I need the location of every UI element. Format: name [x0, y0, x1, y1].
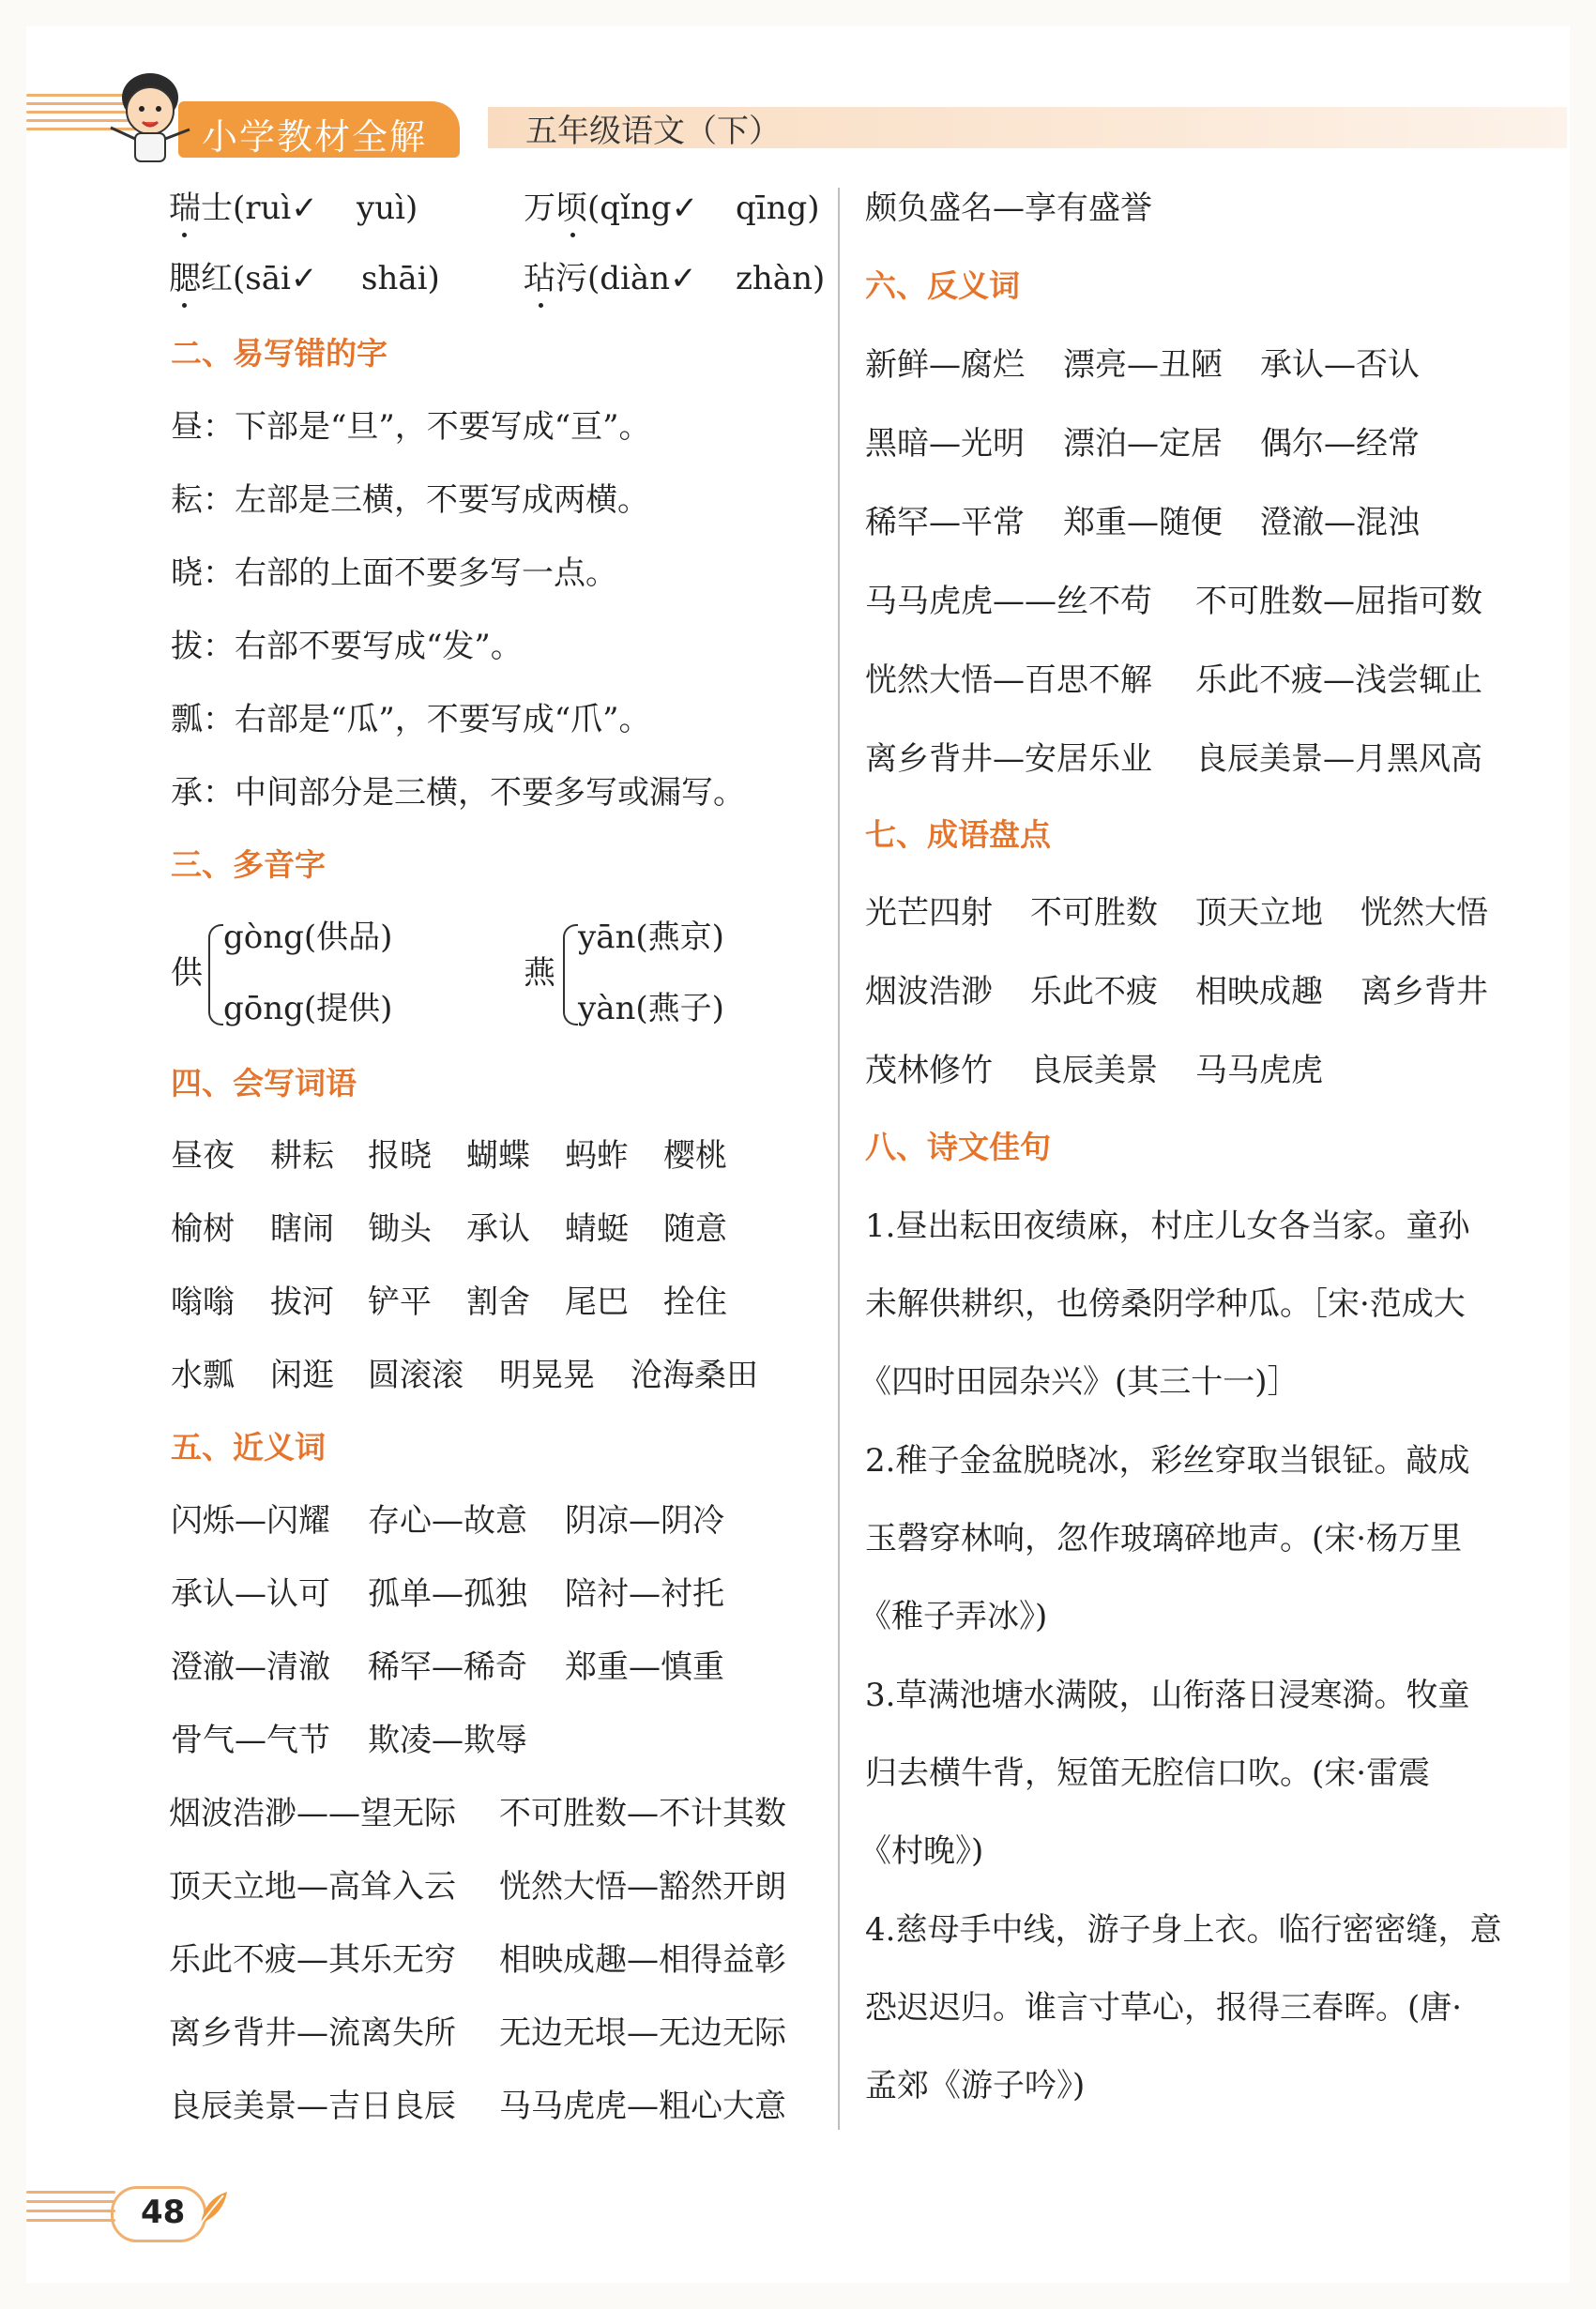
idiom: 光芒四射: [865, 894, 993, 932]
word: 明晃晃: [499, 1357, 595, 1394]
antonym-pair: 澄澈—混浊: [1260, 504, 1420, 541]
word: 蝴蝶: [466, 1137, 530, 1175]
word: 樱桃: [663, 1137, 727, 1175]
antonym-pair: 黑暗—光明: [865, 425, 1025, 463]
book-subtitle: 五年级语文（下）: [525, 113, 781, 150]
word: 锄头: [368, 1210, 432, 1248]
list-item: 耘：左部是三横，不要写成两横。: [171, 481, 649, 519]
emphasis-dot: [539, 303, 543, 308]
poem-line: 归去横牛背，短笛无腔信口吹。(宋·雷震: [865, 1755, 1431, 1792]
synonym-pair: 无边无垠—无边无际: [499, 2014, 786, 2052]
antonym-pair: 漂亮—丑陋: [1063, 346, 1223, 384]
antonym-pair: 漂泊—定居: [1063, 425, 1223, 463]
polyphone-reading: yàn(燕子): [578, 990, 724, 1027]
poem-line: 《村晚》): [859, 1832, 984, 1870]
poem-line: 2.稚子金盆脱晓冰，彩丝穿取当银钲。敲成: [865, 1442, 1470, 1480]
polyphone-char: 燕: [524, 954, 555, 992]
synonym-pair: 离乡背井—流离失所: [169, 2014, 456, 2052]
synonym-pair: 陪衬—衬托: [565, 1575, 724, 1613]
poem-line: 3.草满池塘水满陂，山衔落日浸寒漪。牧童: [865, 1677, 1470, 1714]
pinyin-option: qīng): [736, 190, 820, 227]
word: 瞎闹: [270, 1210, 334, 1248]
synonym-pair: 稀罕—稀奇: [368, 1648, 527, 1686]
antonym-pair: 恍然大悟—百思不解: [865, 661, 1152, 699]
poem-line: 孟郊《游子吟》): [865, 2067, 1086, 2104]
antonym-pair: 离乡背井—安居乐业: [865, 740, 1152, 778]
antonym-pair: 稀罕—平常: [865, 504, 1025, 541]
synonym-pair: 承认—认可: [171, 1575, 330, 1613]
idiom: 烟波浩渺: [865, 973, 993, 1010]
idiom: 茂林修竹: [865, 1052, 993, 1089]
poem-line: 1.昼出耘田夜绩麻，村庄儿女各当家。童孙: [865, 1208, 1470, 1245]
poem-line: 4.慈母手中线，游子身上衣。临行密密缝，意: [865, 1911, 1502, 1949]
list-item: 瓢：右部是“瓜”，不要写成“爪”。: [171, 701, 651, 738]
list-item: 拔：右部不要写成“发”。: [171, 628, 523, 665]
brace: [208, 924, 223, 1025]
section-title: 二、易写错的字: [171, 335, 388, 372]
pinyin-option: (sāi✓: [233, 260, 318, 297]
word: 承认: [466, 1210, 530, 1248]
footer-decor-lines: [26, 2191, 115, 2228]
word: 尾巴: [565, 1284, 629, 1321]
synonym-pair: 存心—故意: [368, 1502, 527, 1540]
idiom: 马马虎虎: [1195, 1052, 1323, 1089]
word: 闲逛: [270, 1357, 334, 1394]
pinyin-option: (qǐng✓: [587, 190, 699, 227]
antonym-pair: 马马虎虎——丝不苟: [865, 583, 1152, 620]
pinyin-option: zhàn): [736, 260, 826, 297]
idiom: 良辰美景: [1030, 1052, 1158, 1089]
synonym-pair: 澄澈—清澈: [171, 1648, 330, 1686]
page-number: 48: [141, 2194, 186, 2231]
word: 铲平: [368, 1284, 432, 1321]
emphasis-dot: [182, 303, 187, 308]
antonym-pair: 郑重—随便: [1063, 504, 1223, 541]
synonym-pair: 良辰美景—吉日良辰: [169, 2088, 456, 2125]
synonym-pair: 孤单—孤独: [368, 1575, 527, 1613]
idiom: 离乡背井: [1360, 973, 1488, 1010]
pinyin-option: yuì): [357, 190, 418, 227]
word: 随意: [663, 1210, 727, 1248]
synonym-pair: 恍然大悟—豁然开朗: [499, 1868, 786, 1906]
section-title: 四、会写词语: [171, 1065, 357, 1101]
word: 割舍: [466, 1284, 530, 1321]
column-divider: [838, 188, 840, 2130]
polyphone-reading: gōng(提供): [223, 990, 393, 1027]
word: 报晓: [368, 1137, 432, 1175]
pinyin-word: 万顷: [524, 190, 587, 227]
mascot-boy-icon: [92, 62, 214, 175]
word: 嗡嗡: [171, 1284, 235, 1321]
synonym-pair: 乐此不疲—其乐无穷: [169, 1941, 456, 1979]
pinyin-word: 腮红: [169, 260, 233, 297]
antonym-line: 颇负盛名—享有盛誉: [865, 190, 1152, 227]
antonym-pair: 偶尔—经常: [1260, 425, 1420, 463]
emphasis-dot: [570, 233, 575, 237]
leaf-icon: [195, 2186, 233, 2227]
synonym-pair: 欺凌—欺辱: [368, 1722, 527, 1759]
list-item: 晓：右部的上面不要多写一点。: [171, 554, 617, 592]
synonym-pair: 郑重—慎重: [565, 1648, 724, 1686]
section-title: 五、近义词: [171, 1429, 326, 1466]
synonym-pair: 不可胜数—不计其数: [499, 1795, 786, 1832]
brace: [563, 924, 578, 1025]
list-item: 承：中间部分是三横，不要多写或漏写。: [171, 774, 745, 812]
antonym-pair: 乐此不疲—浅尝辄止: [1195, 661, 1482, 699]
idiom: 恍然大悟: [1360, 894, 1488, 932]
word: 沧海桑田: [631, 1357, 758, 1394]
idiom: 乐此不疲: [1030, 973, 1158, 1010]
antonym-pair: 良辰美景—月黑风高: [1195, 740, 1482, 778]
synonym-pair: 闪烁—闪耀: [171, 1502, 330, 1540]
word: 水瓢: [171, 1357, 235, 1394]
pinyin-option: (diàn✓: [587, 260, 697, 297]
pinyin-option: (ruì✓: [233, 190, 318, 227]
word: 昼夜: [171, 1137, 235, 1175]
synonym-pair: 烟波浩渺——望无际: [169, 1795, 456, 1832]
word: 圆滚滚: [368, 1357, 464, 1394]
synonym-pair: 骨气—气节: [171, 1722, 330, 1759]
pinyin-word: 玷污: [524, 260, 587, 297]
word: 榆树: [171, 1210, 235, 1248]
poem-line: 《四时田园杂兴》(其三十一)］: [859, 1363, 1300, 1401]
polyphone-reading: yān(燕京): [578, 919, 724, 956]
pinyin-word: 瑞士: [169, 190, 233, 227]
idiom: 相映成趣: [1195, 973, 1323, 1010]
synonym-pair: 马马虎虎—粗心大意: [499, 2088, 786, 2125]
word: 耕耘: [270, 1137, 334, 1175]
section-title: 六、反义词: [865, 267, 1020, 304]
word: 拔河: [270, 1284, 334, 1321]
poem-line: 《稚子弄冰》): [859, 1598, 1048, 1635]
poem-line: 未解供耕织，也傍桑阴学种瓜。［宋·范成大: [865, 1285, 1466, 1323]
polyphone-reading: gòng(供品): [223, 919, 393, 956]
idiom: 顶天立地: [1195, 894, 1323, 932]
synonym-pair: 顶天立地—高耸入云: [169, 1868, 456, 1906]
pinyin-option: shāi): [361, 260, 440, 297]
section-title: 七、成语盘点: [865, 816, 1051, 853]
emphasis-dot: [182, 233, 187, 237]
idiom: 不可胜数: [1030, 894, 1158, 932]
list-item: 昼：下部是“旦”，不要写成“亘”。: [171, 408, 651, 446]
book-series-title: 小学教材全解: [202, 116, 428, 158]
word: 蚂蚱: [565, 1137, 629, 1175]
synonym-pair: 阴凉—阴冷: [565, 1502, 724, 1540]
antonym-pair: 新鲜—腐烂: [865, 346, 1025, 384]
poem-line: 玉磬穿林响，忽作玻璃碎地声。(宋·杨万里: [865, 1520, 1463, 1557]
synonym-pair: 相映成趣—相得益彰: [499, 1941, 786, 1979]
section-title: 八、诗文佳句: [865, 1129, 1051, 1165]
word: 蜻蜓: [565, 1210, 629, 1248]
antonym-pair: 不可胜数—屈指可数: [1195, 583, 1482, 620]
section-title: 三、多音字: [171, 846, 326, 883]
polyphone-char: 供: [171, 954, 203, 992]
word: 拴住: [663, 1284, 727, 1321]
antonym-pair: 承认—否认: [1260, 346, 1420, 384]
poem-line: 恐迟迟归。谁言寸草心，报得三春晖。(唐·: [865, 1989, 1463, 2027]
